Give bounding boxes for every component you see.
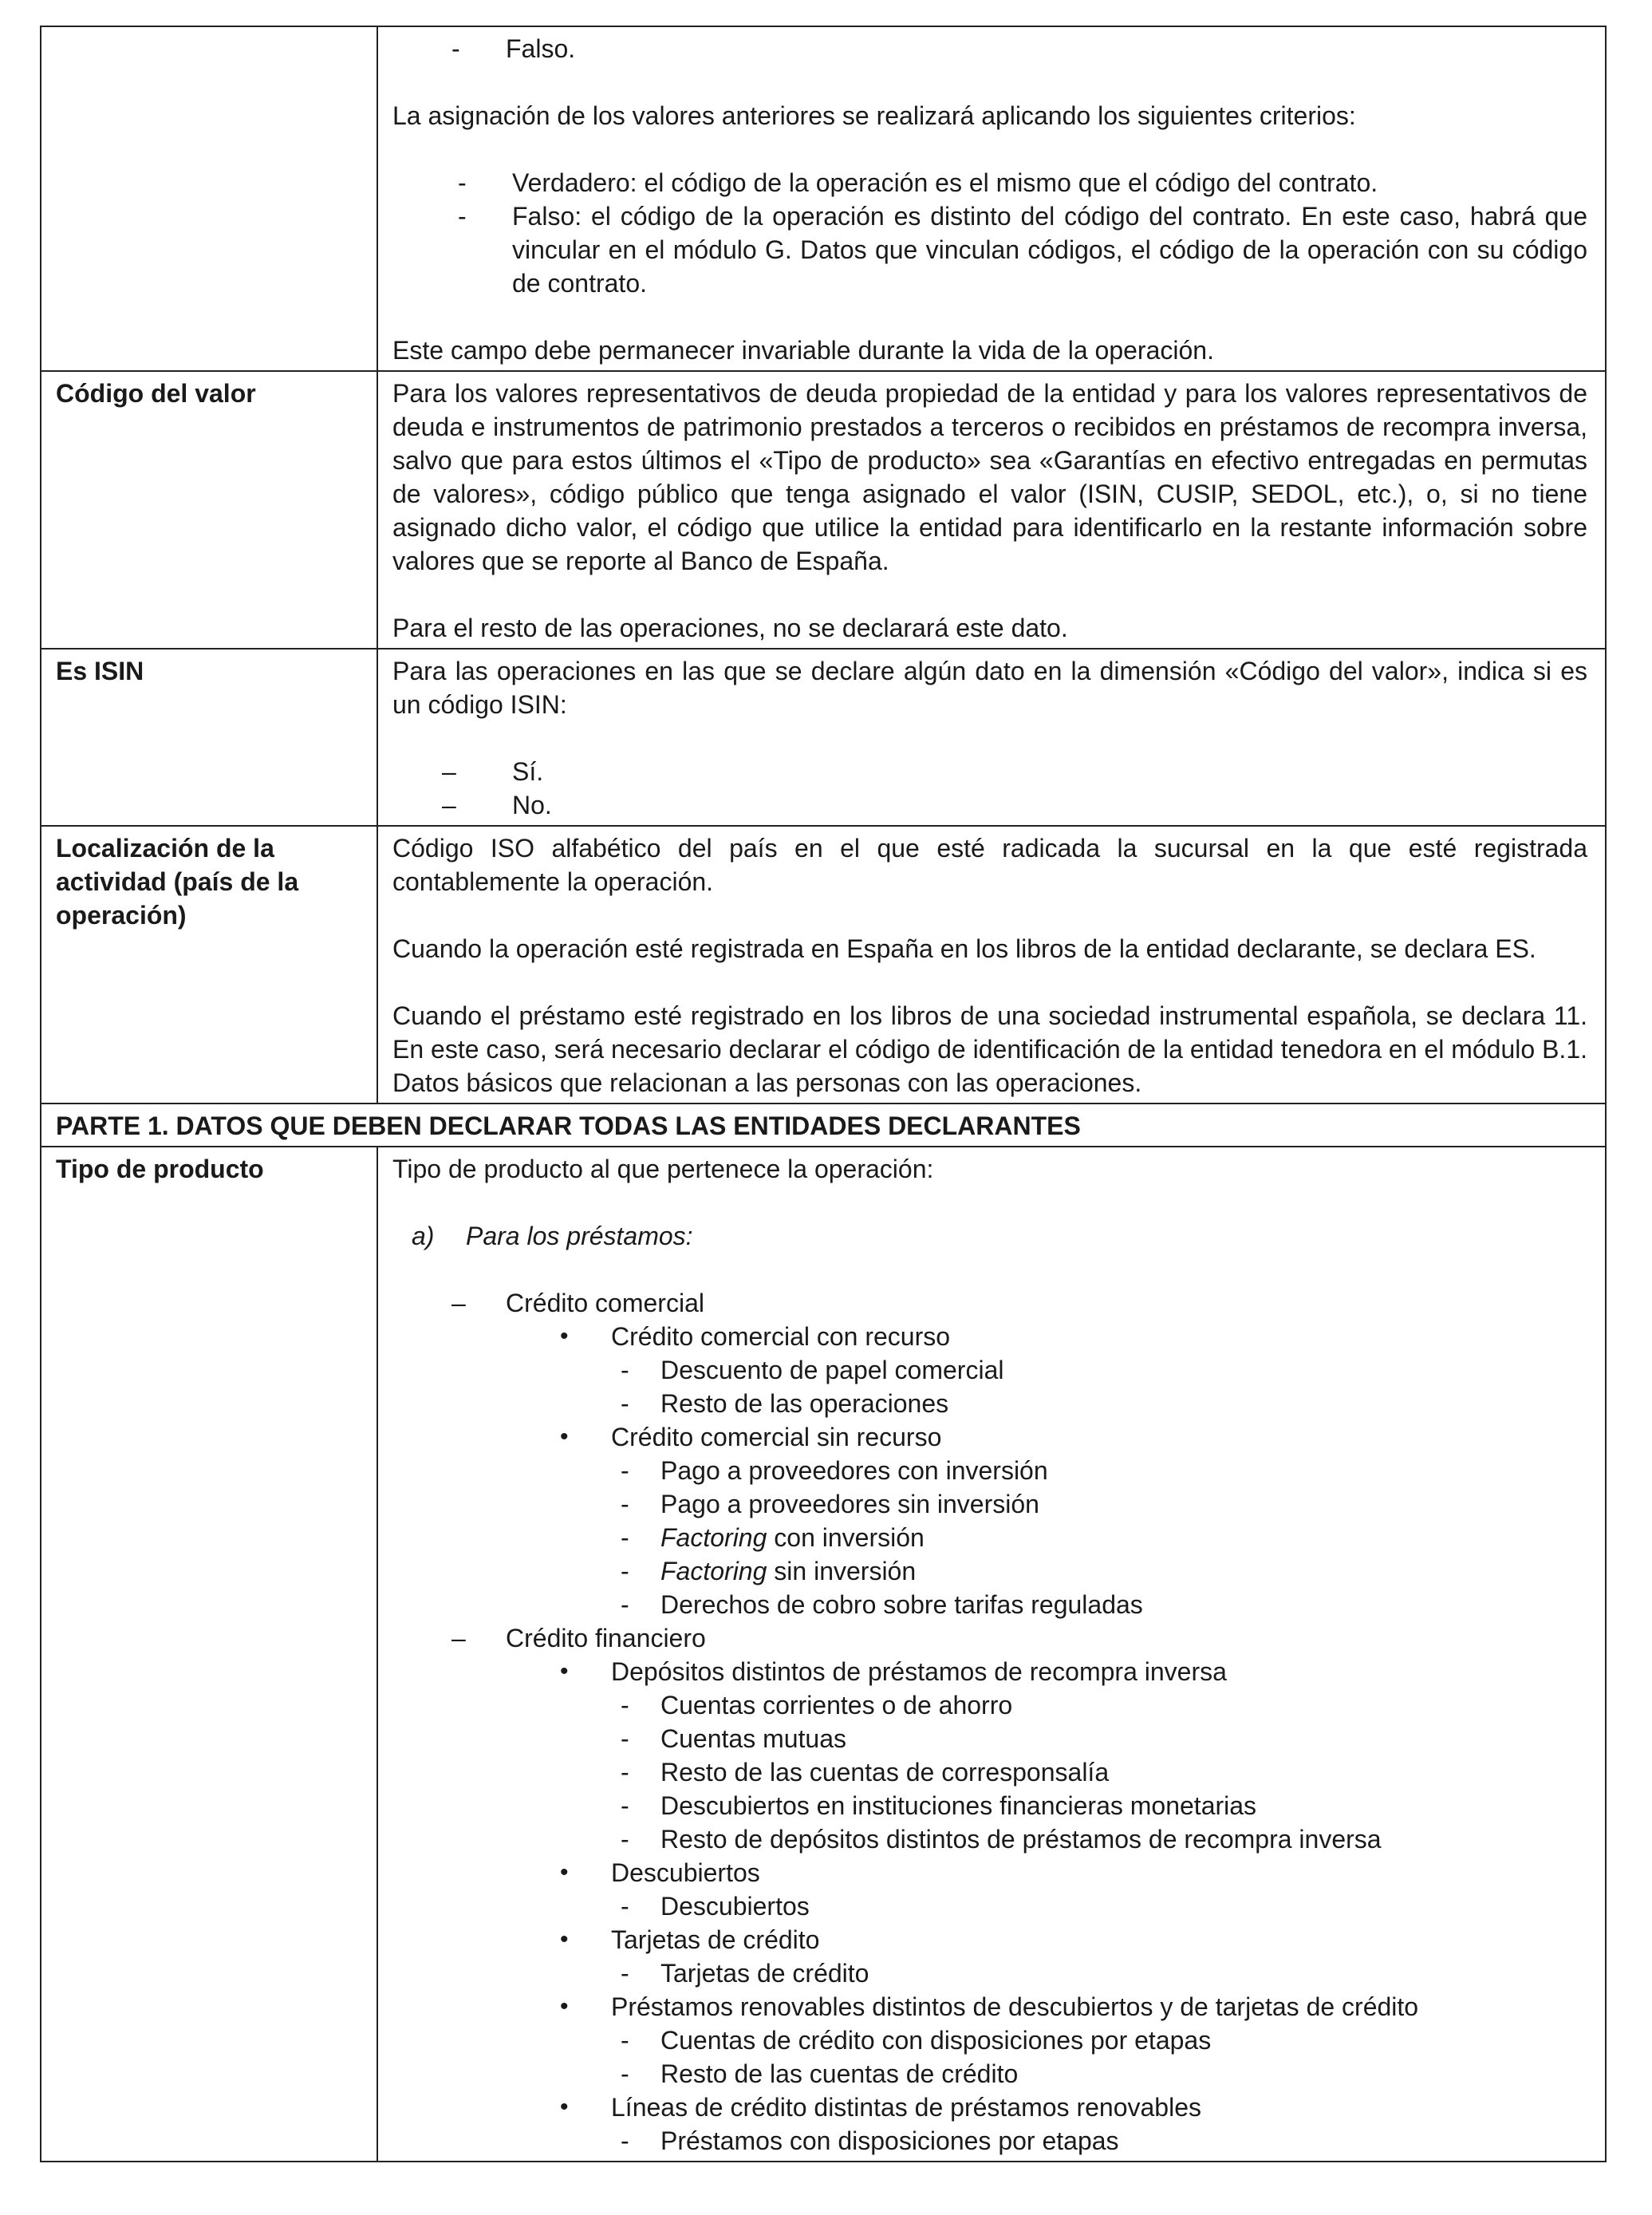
list-item-text-italic: Factoring	[660, 1523, 767, 1552]
subcategory-item: • Líneas de crédito distintas de préstamos renovables	[560, 2093, 1201, 2122]
paragraph: Cuando el préstamo esté registrado en los libros de una sociedad instrumental española, se declara 11. En este caso, será necesario declarar el código de identificación de la entidad tenedora en el módulo B.1. Datos básicos que relacionan a las personas con las operaciones.	[392, 1001, 1587, 1097]
list-item: - Falso.	[451, 34, 576, 63]
list-item: – Sí.	[442, 757, 544, 786]
list-item-text: Resto de las cuentas de corresponsalía	[660, 1758, 1110, 1787]
definitions-table	[40, 26, 1607, 2162]
list-item-text: Resto de depósitos distintos de préstamos de recompra inversa	[660, 1825, 1382, 1854]
subcategory-text: Líneas de crédito distintas de préstamos renovables	[611, 2093, 1201, 2122]
paragraph: Código ISO alfabético del país en el que esté radicada la sucursal en la que esté registrada contablemente la operación.	[392, 834, 1587, 896]
row-content	[377, 649, 1606, 826]
subcategory-text: Tarjetas de crédito	[611, 1925, 820, 1954]
subcategory-text: Depósitos distintos de préstamos de recompra inversa	[611, 1657, 1227, 1686]
subcategory-text: Crédito comercial con recurso	[611, 1322, 951, 1351]
subcategory-item: • Descubiertos	[560, 1858, 760, 1887]
list-item: - Cuentas de crédito con disposiciones por etapas	[621, 2026, 1212, 2055]
paragraph: Cuando la operación esté registrada en España en los libros de la entidad declarante, se declara ES.	[392, 934, 1536, 963]
list-item-text: Cuentas mutuas	[660, 1724, 847, 1753]
list-item-text: Descubiertos en instituciones financieras monetarias	[660, 1791, 1257, 1820]
table-row	[41, 649, 1606, 826]
row-content	[377, 1147, 1606, 2162]
list-item: – No.	[442, 791, 552, 819]
list-item: - Factoring con inversión	[621, 1523, 925, 1552]
paragraph: La asignación de los valores anteriores se realizará aplicando los siguientes criterios:	[392, 101, 1356, 130]
row-content	[377, 371, 1606, 649]
list-item: - Factoring sin inversión	[621, 1557, 917, 1585]
category-text: Crédito financiero	[506, 1624, 706, 1652]
list-item: - Verdadero: el código de la operación es el mismo que el código del contrato.	[458, 168, 1378, 197]
row-label-empty	[41, 26, 377, 371]
table-row	[41, 1147, 1606, 2162]
list-item: - Derechos de cobro sobre tarifas reguladas	[621, 1590, 1143, 1619]
table-row	[41, 371, 1606, 649]
list-item-text: Resto de las cuentas de crédito	[660, 2059, 1019, 2088]
list-item-text: Para los préstamos:	[466, 1222, 693, 1250]
row-label: Tipo de producto	[41, 1147, 377, 2162]
row-content	[377, 826, 1606, 1104]
list-item: - Tarjetas de crédito	[621, 1959, 869, 1988]
list-item-text: No.	[512, 791, 552, 819]
list-item-text: Falso.	[506, 34, 576, 63]
subcategory-item: • Tarjetas de crédito	[560, 1925, 820, 1954]
document-page	[40, 26, 1607, 2162]
section-title: PARTE 1. DATOS QUE DEBEN DECLARAR TODAS LAS ENTIDADES DECLARANTES	[41, 1104, 1606, 1147]
list-item: - Descubiertos en instituciones financieras monetarias	[621, 1791, 1257, 1820]
list-item-text: Falso: el código de la operación es distinto del código del contrato. En este caso, habrá que vincular en el módulo G. Datos que vinculan códigos, el código de la operación con su código de contrato.	[512, 202, 1587, 298]
list-item: - Cuentas corrientes o de ahorro	[621, 1691, 1013, 1719]
subcategory-text: Préstamos renovables distintos de descubiertos y de tarjetas de crédito	[611, 1992, 1419, 2021]
paragraph: Tipo de producto al que pertenece la operación:	[392, 1155, 934, 1183]
subcategory-item: • Crédito comercial con recurso	[560, 1322, 951, 1351]
list-item-text: Derechos de cobro sobre tarifas reguladas	[660, 1590, 1143, 1619]
list-item: - Resto de las cuentas de crédito	[621, 2059, 1019, 2088]
row-content	[377, 26, 1606, 371]
list-item-text: Descuento de papel comercial	[660, 1356, 1004, 1384]
subcategory-text: Crédito comercial sin recurso	[611, 1423, 942, 1451]
table-row	[41, 826, 1606, 1104]
list-item-text: Cuentas de crédito con disposiciones por etapas	[660, 2026, 1212, 2055]
list-item-text: Cuentas corrientes o de ahorro	[660, 1691, 1013, 1719]
list-item-text-italic: Factoring	[660, 1557, 767, 1585]
subcategory-text: Descubiertos	[611, 1858, 760, 1887]
list-item: - Descubiertos	[621, 1892, 810, 1921]
list-item: - Resto de las cuentas de corresponsalía	[621, 1758, 1110, 1787]
list-item-text: con inversión	[767, 1523, 925, 1552]
row-label: Es ISIN	[41, 649, 377, 826]
paragraph: Para las operaciones en las que se declare algún dato en la dimensión «Código del valor», indica si es un código ISIN:	[392, 657, 1587, 719]
list-item-text: Descubiertos	[660, 1892, 810, 1921]
list-item-text: Pago a proveedores con inversión	[660, 1456, 1048, 1485]
paragraph: Para el resto de las operaciones, no se declarará este dato.	[392, 614, 1068, 642]
paragraph: Este campo debe permanecer invariable durante la vida de la operación.	[392, 336, 1214, 365]
table-row	[41, 26, 1606, 371]
list-item: a) Para los préstamos:	[412, 1222, 693, 1250]
list-item: - Pago a proveedores sin inversión	[621, 1490, 1039, 1518]
list-item-text: Préstamos con disposiciones por etapas	[660, 2126, 1119, 2155]
list-item-text: sin inversión	[767, 1557, 917, 1585]
row-label: Código del valor	[41, 371, 377, 649]
section-row	[41, 1104, 1606, 1147]
subcategory-item: • Crédito comercial sin recurso	[560, 1423, 942, 1451]
list-item: - Descuento de papel comercial	[621, 1356, 1004, 1384]
category-item: – Crédito comercial	[451, 1289, 704, 1317]
list-item-text: Resto de las operaciones	[660, 1389, 949, 1418]
list-item-text: Verdadero: el código de la operación es el mismo que el código del contrato.	[512, 168, 1378, 197]
list-item: - Pago a proveedores con inversión	[621, 1456, 1048, 1485]
list-item-text: Sí.	[512, 757, 544, 786]
list-item: - Resto de depósitos distintos de préstamos de recompra inversa	[621, 1825, 1382, 1854]
row-label: Localización de la actividad (país de la operación)	[41, 826, 377, 1104]
list-item: - Resto de las operaciones	[621, 1389, 949, 1418]
paragraph: Para los valores representativos de deuda propiedad de la entidad y para los valores representativos de deuda e instrumentos de patrimonio prestados a terceros o recibidos en préstamos de recompra inversa, salvo que para estos últimos el «Tipo de producto» sea «Garantías en efectivo entregadas en permutas de valores», código público que tenga asignado el valor (ISIN, CUSIP, SEDOL, etc.), o, si no tiene asignado dicho valor, el código que utilice la entidad para identificarlo en la restante información sobre valores que se reporte al Banco de España.	[392, 379, 1587, 575]
list-item: - Cuentas mutuas	[621, 1724, 847, 1753]
category-item: – Crédito financiero	[451, 1624, 706, 1652]
list-item-text: Tarjetas de crédito	[660, 1959, 869, 1988]
subcategory-item: • Préstamos renovables distintos de descubiertos y de tarjetas de crédito	[560, 1992, 1419, 2021]
list-item: - Falso: el código de la operación es distinto del código del contrato. En este caso, habrá que vincular en el módulo G. Datos que vinculan códigos, el código de la operación con su código de contrato.	[458, 202, 1587, 298]
list-item: - Préstamos con disposiciones por etapas	[621, 2126, 1119, 2155]
list-item-text: Pago a proveedores sin inversión	[660, 1490, 1039, 1518]
subcategory-item: • Depósitos distintos de préstamos de recompra inversa	[560, 1657, 1227, 1686]
category-text: Crédito comercial	[506, 1289, 704, 1317]
